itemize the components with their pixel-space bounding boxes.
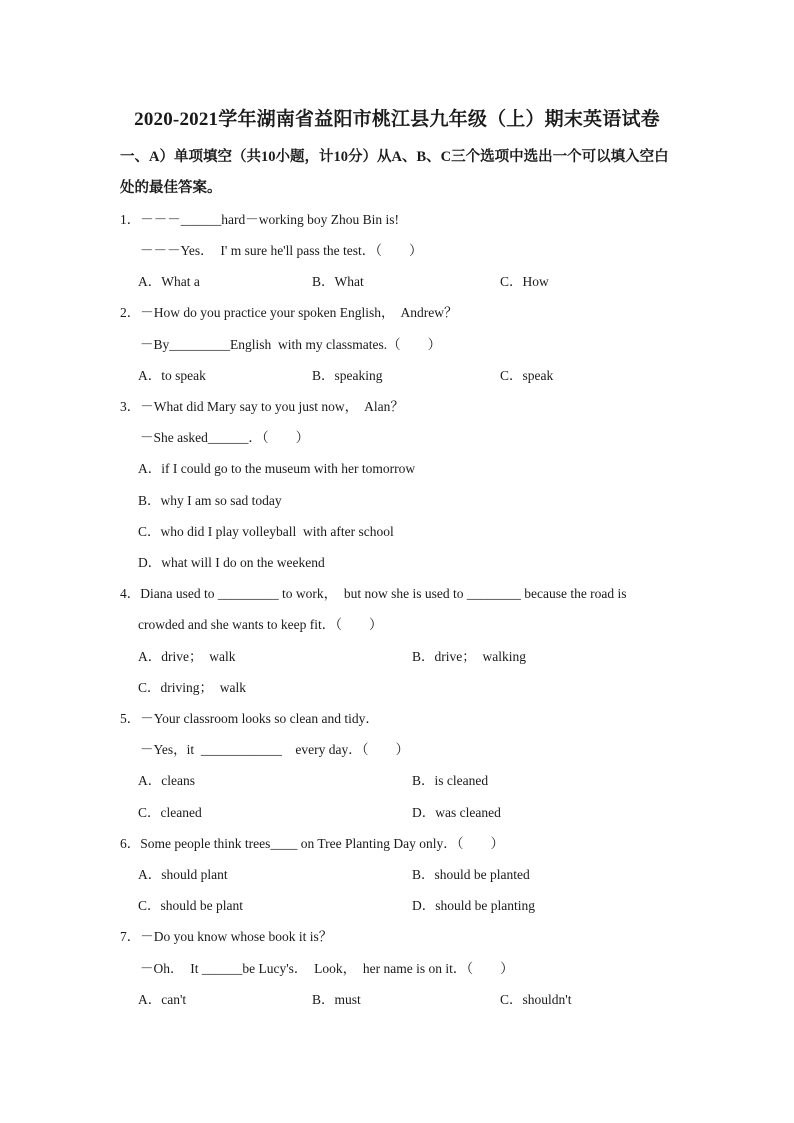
option-a: A．to speak <box>138 368 206 383</box>
option-a: A．drive； walk <box>138 649 236 664</box>
option-d: D．should be planting <box>412 898 535 913</box>
option-c: C．speak <box>500 368 554 383</box>
option-b: B．should be planted <box>412 867 530 882</box>
question-stem: 1．－－－______hard－working boy Zhou Bin is! <box>120 212 399 227</box>
option-b: B．drive； walking <box>412 649 526 664</box>
question-stem: 4．Diana used to _________ to work， but now she is used to ________ because the road is <box>120 586 627 601</box>
option-c: C．should be plant <box>138 898 243 913</box>
question-answer-line: －Yes，it ____________ every day．（ ） <box>140 742 409 757</box>
option-a: A．if I could go to the museum with her tomorrow <box>138 461 416 476</box>
option-c: C．shouldn't <box>500 992 572 1007</box>
option-b: B．is cleaned <box>412 773 489 788</box>
option-a: A．What a <box>138 274 200 289</box>
question-stem: 5．－Your classroom looks so clean and tidy． <box>120 711 379 726</box>
section-instruction-line-1: 一、A）单项填空（共10小题，计10分）从A、B、C三个选项中选出一个可以填入空白 <box>120 149 669 165</box>
question-stem-continued: crowded and she wants to keep fit．（ ） <box>138 617 383 632</box>
section-instruction-line-2: 处的最佳答案。 <box>120 180 222 196</box>
option-d: D．was cleaned <box>412 805 501 820</box>
option-a: A．can't <box>138 992 187 1007</box>
option-c: C．How <box>500 274 549 289</box>
option-b: B．What <box>312 274 364 289</box>
option-d: D．what will I do on the weekend <box>138 555 325 570</box>
question-answer-line: －By_________English with my classmates.（ ） <box>140 337 442 352</box>
option-c: C．who did I play volleyball with after school <box>138 524 394 539</box>
question-answer-line: －Oh． It ______be Lucy's． Look， her name is on it．（ ） <box>140 961 514 976</box>
option-a: A．cleans <box>138 773 195 788</box>
question-stem: 6．Some people think trees____ on Tree Planting Day only．（ ） <box>120 836 504 851</box>
question-stem: 7．－Do you know whose book it is？ <box>120 929 333 944</box>
question-stem: 3．－What did Mary say to you just now， Alan？ <box>120 399 404 414</box>
option-c: C．driving； walk <box>138 680 246 695</box>
option-a: A．should plant <box>138 867 228 882</box>
option-b: B．why I am so sad today <box>138 493 282 508</box>
option-c: C．cleaned <box>138 805 202 820</box>
question-answer-line: －She asked______．（ ） <box>140 430 310 445</box>
option-b: B．must <box>312 992 361 1007</box>
question-stem: 2．－How do you practice your spoken English， Andrew？ <box>120 305 458 320</box>
question-answer-line: －－－Yes． I' m sure he'll pass the test．（ ） <box>140 243 423 258</box>
option-b: B．speaking <box>312 368 383 383</box>
page-title: 2020-2021学年湖南省益阳市桃江县九年级（上）期末英语试卷 <box>134 109 660 130</box>
